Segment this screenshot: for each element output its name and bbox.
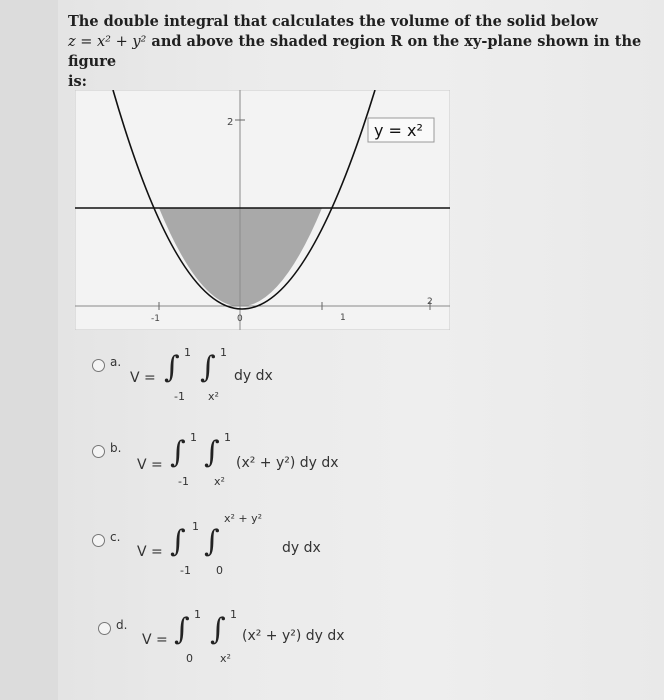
- question-line-3: is:: [68, 73, 88, 90]
- option-a-letter: a.: [110, 355, 122, 369]
- option-c[interactable]: [92, 510, 412, 585]
- x-tick-label-0: 0: [237, 314, 243, 324]
- option-a-integrand: dy dx: [234, 368, 273, 384]
- x-tick-label-2: 2: [427, 297, 433, 307]
- option-d-integrand: (x² + y²) dy dx: [242, 628, 345, 644]
- integral-sign-inner: ∫: [204, 435, 220, 470]
- radio-a[interactable]: [92, 359, 105, 372]
- radio-c[interactable]: [92, 534, 105, 547]
- integral-sign-outer: ∫: [174, 612, 190, 647]
- integral-sign-outer: ∫: [164, 350, 180, 385]
- radio-d[interactable]: [98, 622, 111, 635]
- option-b-integrand: (x² + y²) dy dx: [236, 455, 339, 471]
- question-line-2-rest: and above the shaded region R on the xy-plane shown in the figure: [68, 33, 642, 70]
- surface-equation: z = x² + y²: [68, 34, 147, 50]
- integral-sign-outer: ∫: [170, 435, 186, 470]
- option-d-upper-inner: 1: [230, 608, 237, 621]
- option-b-letter: b.: [110, 441, 122, 455]
- integral-sign-inner: ∫: [204, 524, 220, 559]
- option-c-lower-inner: 0: [216, 564, 223, 577]
- option-c-prefix: V =: [137, 544, 163, 560]
- option-b[interactable]: [92, 425, 412, 495]
- option-c-letter: c.: [110, 530, 121, 544]
- option-a-lower-outer: -1: [174, 390, 185, 403]
- integral-sign-outer: ∫: [170, 524, 186, 559]
- option-d-lower-inner: x²: [220, 652, 231, 665]
- option-c-integrand: dy dx: [282, 540, 321, 556]
- option-a-upper-outer: 1: [184, 346, 191, 359]
- option-b-upper-outer: 1: [190, 431, 197, 444]
- option-c-upper-outer: 1: [192, 520, 199, 533]
- x-tick-label-neg1: -1: [151, 314, 160, 324]
- option-d-lower-outer: 0: [186, 652, 193, 665]
- option-a[interactable]: [92, 340, 372, 410]
- option-d-prefix: V =: [142, 632, 168, 648]
- question-line-1: The double integral that calculates the volume of the solid below: [68, 13, 598, 30]
- y-tick-label-2: 2: [227, 117, 234, 128]
- integral-sign-inner: ∫: [210, 612, 226, 647]
- option-b-lower-outer: -1: [178, 475, 189, 488]
- region-figure: [75, 90, 450, 330]
- option-b-lower-inner: x²: [214, 475, 225, 488]
- radio-b[interactable]: [92, 445, 105, 458]
- question-text: [68, 12, 648, 92]
- option-d-upper-outer: 1: [194, 608, 201, 621]
- curve-label: y = x²: [374, 121, 423, 140]
- option-b-upper-inner: 1: [224, 431, 231, 444]
- option-c-upper-inner: x² + y²: [224, 512, 263, 525]
- option-a-upper-inner: 1: [220, 346, 227, 359]
- question-line-2: [68, 32, 648, 72]
- option-a-lower-inner: x²: [208, 390, 219, 403]
- option-a-prefix: V =: [130, 370, 156, 386]
- option-d[interactable]: [92, 602, 412, 677]
- option-b-prefix: V =: [137, 457, 163, 473]
- option-d-letter: d.: [116, 618, 128, 632]
- integral-sign-inner: ∫: [200, 350, 216, 385]
- x-tick-label-1: 1: [340, 313, 346, 323]
- option-c-lower-outer: -1: [180, 564, 191, 577]
